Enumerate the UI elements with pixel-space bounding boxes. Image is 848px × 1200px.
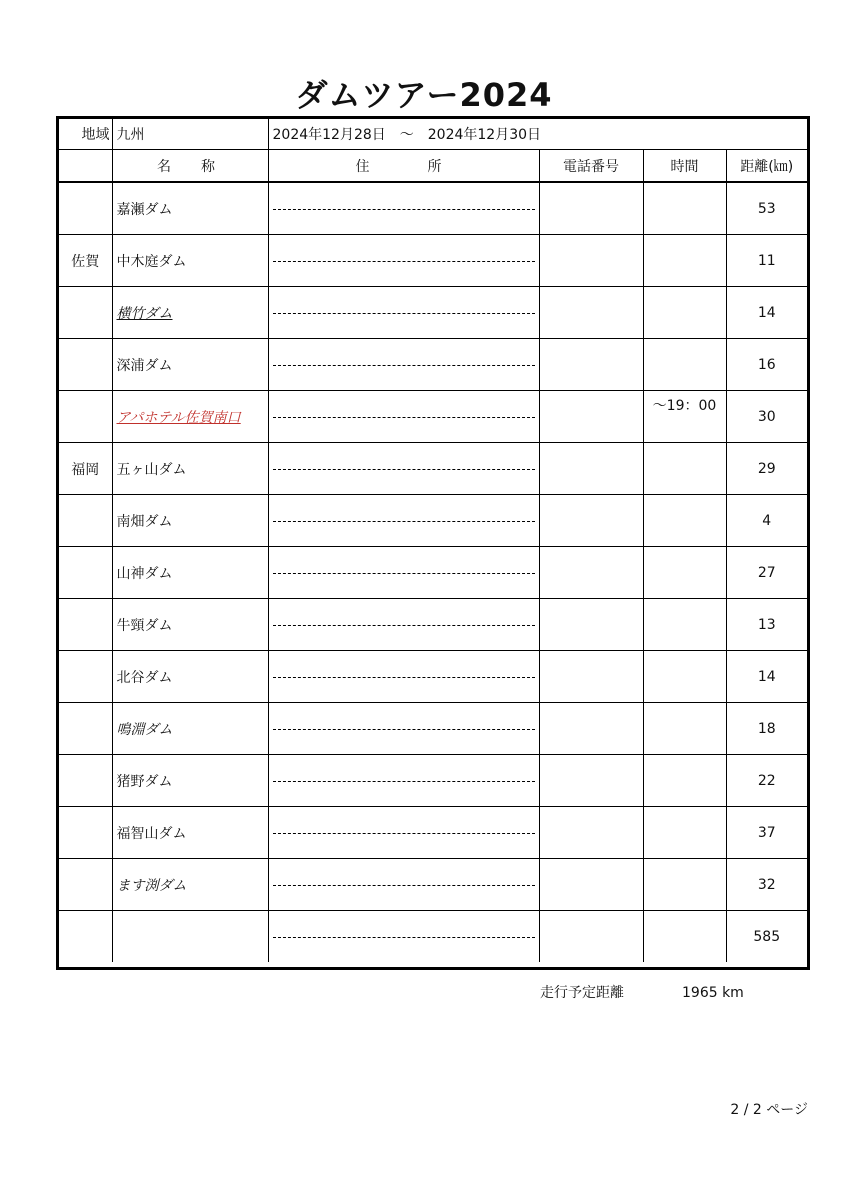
table-row [59, 651, 807, 703]
table-row [59, 339, 807, 391]
header-row-columns [59, 150, 807, 183]
row-name: 福智山ダム [112, 807, 268, 859]
row-time [643, 599, 726, 651]
table-row [59, 287, 807, 339]
address-dotted-line [273, 937, 535, 938]
address-dotted-line [273, 261, 535, 262]
row-address [268, 911, 539, 963]
row-phone [539, 599, 643, 651]
row-name: 牛頸ダム [112, 599, 268, 651]
address-dotted-line [273, 521, 535, 522]
row-time [643, 235, 726, 287]
address-dotted-line [273, 833, 535, 834]
row-region [59, 599, 112, 651]
row-address [268, 859, 539, 911]
row-phone [539, 339, 643, 391]
row-distance: 32 [726, 859, 807, 911]
row-time [643, 391, 726, 443]
row-address [268, 703, 539, 755]
row-time [643, 807, 726, 859]
row-address [268, 807, 539, 859]
address-dotted-line [273, 365, 535, 366]
table-row [59, 547, 807, 599]
address-dotted-line [273, 573, 535, 574]
table-row [59, 755, 807, 807]
row-time-value: ～19：00 [652, 398, 717, 414]
row-time [643, 495, 726, 547]
row-distance: 11 [726, 235, 807, 287]
row-phone [539, 859, 643, 911]
tour-table [59, 119, 807, 962]
row-name: 五ヶ山ダム [112, 443, 268, 495]
col-distance-header: 距離(㎞) [726, 150, 807, 183]
row-region [59, 755, 112, 807]
table-row [59, 911, 807, 963]
table-row [59, 599, 807, 651]
row-region [59, 651, 112, 703]
tour-table-frame [56, 116, 810, 970]
row-phone [539, 547, 643, 599]
row-phone [539, 755, 643, 807]
row-distance: 4 [726, 495, 807, 547]
row-name: アパホテル佐賀南口 [112, 391, 268, 443]
page-number: 2 / 2 ページ [730, 1102, 808, 1118]
row-name: ます渕ダム [112, 859, 268, 911]
row-time [643, 287, 726, 339]
row-phone [539, 807, 643, 859]
row-time [643, 443, 726, 495]
row-phone [539, 443, 643, 495]
col-address-header: 住 所 [268, 150, 539, 183]
address-dotted-line [273, 729, 535, 730]
region-label: 地域 [59, 119, 112, 150]
row-address [268, 235, 539, 287]
row-name: 横竹ダム [112, 287, 268, 339]
row-name: 猪野ダム [112, 755, 268, 807]
row-phone [539, 911, 643, 963]
row-distance: 22 [726, 755, 807, 807]
address-dotted-line [273, 469, 535, 470]
row-name: 鳴淵ダム [112, 703, 268, 755]
row-distance: 53 [726, 182, 807, 235]
row-address [268, 495, 539, 547]
row-name: 南畑ダム [112, 495, 268, 547]
row-address [268, 391, 539, 443]
row-time [643, 339, 726, 391]
page-title: ダムツアー2024 [295, 76, 553, 114]
row-time [643, 547, 726, 599]
date-range: 2024年12月28日 ～ 2024年12月30日 [268, 119, 807, 150]
table-row [59, 859, 807, 911]
row-address [268, 443, 539, 495]
col-region-blank [59, 150, 112, 183]
row-region [59, 287, 112, 339]
row-distance: 585 [726, 911, 807, 963]
row-region [59, 495, 112, 547]
row-region [59, 911, 112, 963]
row-time [643, 859, 726, 911]
row-region [59, 547, 112, 599]
row-name: 中木庭ダム [112, 235, 268, 287]
address-dotted-line [273, 209, 535, 210]
row-phone [539, 235, 643, 287]
address-dotted-line [273, 625, 535, 626]
planned-distance [540, 982, 744, 1002]
row-region [59, 859, 112, 911]
row-address [268, 287, 539, 339]
table-row [59, 807, 807, 859]
table-row [59, 182, 807, 235]
row-phone [539, 651, 643, 703]
row-region [59, 182, 112, 235]
address-dotted-line [273, 417, 535, 418]
row-region: 福岡 [59, 443, 112, 495]
row-distance: 29 [726, 443, 807, 495]
row-distance: 37 [726, 807, 807, 859]
row-name: 嘉瀬ダム [112, 182, 268, 235]
row-distance: 27 [726, 547, 807, 599]
row-phone [539, 703, 643, 755]
row-address [268, 599, 539, 651]
row-phone [539, 391, 643, 443]
table-row [59, 235, 807, 287]
col-time-header: 時間 [643, 150, 726, 183]
row-region: 佐賀 [59, 235, 112, 287]
planned-distance-value: 1965 km [682, 985, 744, 1001]
table-row [59, 391, 807, 443]
table-row [59, 703, 807, 755]
row-address [268, 547, 539, 599]
row-region [59, 703, 112, 755]
row-address [268, 182, 539, 235]
row-time [643, 651, 726, 703]
planned-distance-label: 走行予定距離 [540, 985, 624, 1001]
row-time [643, 182, 726, 235]
header-row-region [59, 119, 807, 150]
row-address [268, 755, 539, 807]
address-dotted-line [273, 781, 535, 782]
row-distance: 18 [726, 703, 807, 755]
col-phone-header: 電話番号 [539, 150, 643, 183]
row-distance: 16 [726, 339, 807, 391]
row-region [59, 391, 112, 443]
row-time [643, 703, 726, 755]
row-time [643, 755, 726, 807]
row-distance: 30 [726, 391, 807, 443]
table-row [59, 495, 807, 547]
row-name: 山神ダム [112, 547, 268, 599]
address-dotted-line [273, 677, 535, 678]
row-name: 北谷ダム [112, 651, 268, 703]
row-time [643, 911, 726, 963]
row-distance: 13 [726, 599, 807, 651]
row-name [112, 911, 268, 963]
row-name: 深浦ダム [112, 339, 268, 391]
address-dotted-line [273, 313, 535, 314]
row-distance: 14 [726, 651, 807, 703]
row-phone [539, 182, 643, 235]
address-dotted-line [273, 885, 535, 886]
row-distance: 14 [726, 287, 807, 339]
row-address [268, 651, 539, 703]
row-phone [539, 287, 643, 339]
region-value: 九州 [112, 119, 268, 150]
row-phone [539, 495, 643, 547]
row-region [59, 339, 112, 391]
col-name-header: 名 称 [112, 150, 268, 183]
row-address [268, 339, 539, 391]
row-region [59, 807, 112, 859]
table-row [59, 443, 807, 495]
